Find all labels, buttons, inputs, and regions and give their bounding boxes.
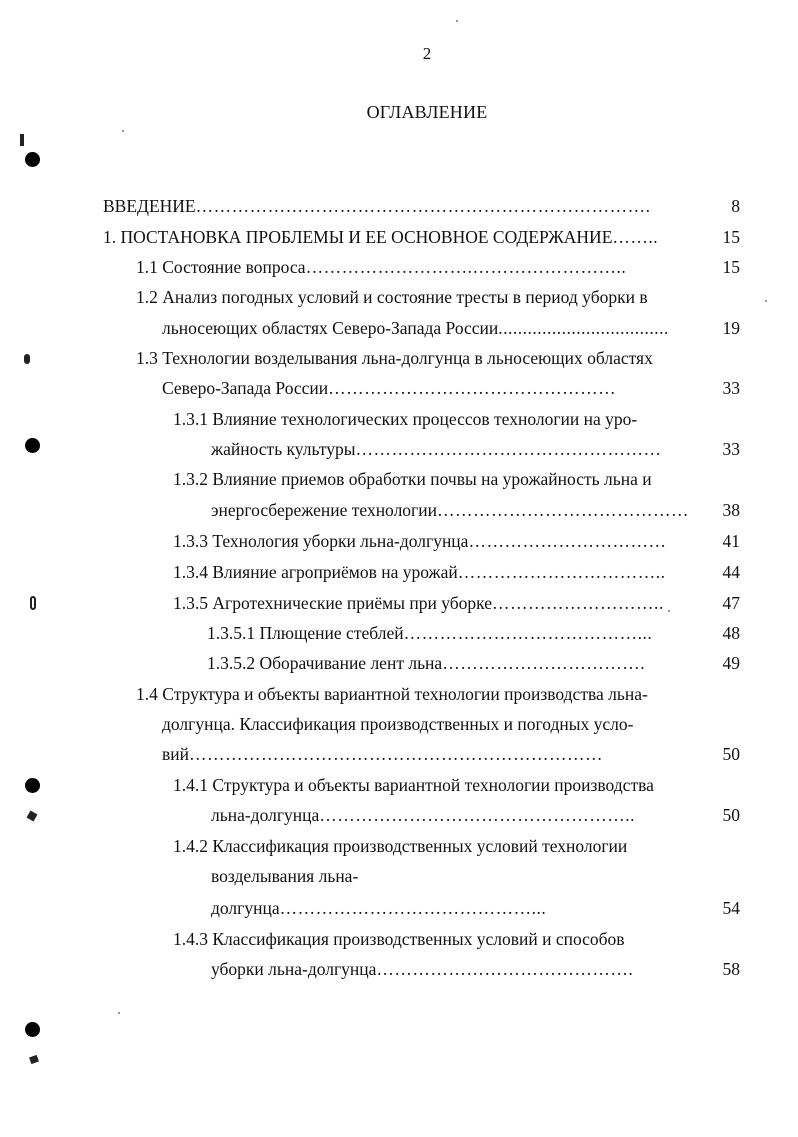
toc-entry: 1.3.5.2 Оборачивание лент льна……………………………. [207,653,646,673]
punch-hole-1 [25,152,40,167]
page-title: ОГЛАВЛЕНИЕ [366,102,488,122]
scan-mark [20,134,24,146]
scan-mark [29,1055,39,1064]
scan-speck [122,130,124,132]
toc-page: 38 [722,500,740,520]
toc-page: 15 [722,227,740,247]
toc-entry: долгунца……………………………………... [211,898,547,918]
scan-mark [27,811,38,822]
toc-entry: долгунца. Классификация производственных и погодных усло- [162,714,634,734]
toc-entry: 1.4 Структура и объекты вариантной технологии производства льна- [136,684,648,704]
toc-page: 47 [722,593,740,613]
toc-entry: 1.3.5.1 Плющение стеблей…………………………………... [207,623,653,643]
toc-page: 58 [722,959,740,979]
toc-entry: льносеющих областях Северо-Запада России................................... [162,318,669,338]
toc-page: 50 [722,744,740,764]
scan-mark [24,354,30,364]
toc-entry: льна-долгунца…………………………………………….. [211,805,636,825]
toc-page: 33 [722,378,740,398]
punch-hole-3 [25,778,40,793]
toc-page: 54 [722,898,740,918]
toc-entry: уборки льна-долгунца……………………………………. [211,959,634,979]
toc-entry: 1. ПОСТАНОВКА ПРОБЛЕМЫ И ЕЕ ОСНОВНОЕ СОДЕРЖАНИЕ…….. [103,227,659,247]
toc-entry: 1.4.1 Структура и объекты вариантной технологии производства [173,775,654,795]
toc-entry: возделывания льна- [211,866,359,886]
toc-entry: 1.1 Состояние вопроса……………………….…………………….. [136,257,627,277]
toc-page: 15 [722,257,740,277]
toc-entry: 1.3.5 Агротехнические приёмы при уборке……………………….. [173,593,664,613]
toc-entry: вий…………………………………………………………… [162,744,603,764]
toc-entry: ВВЕДЕНИЕ…………………………………………………………………. [103,196,651,216]
toc-page: 50 [722,805,740,825]
scan-speck [118,1012,120,1014]
toc-page: 44 [722,562,740,582]
scan-speck [765,300,767,302]
toc-entry: жайность культуры…………………………………………… [211,439,662,459]
toc-entry: энергосбережение технологии…………………………………… [211,500,689,520]
toc-entry: 1.3.2 Влияние приемов обработки почвы на урожайность льна и [173,469,652,489]
toc-entry: 1.3.1 Влияние технологических процессов технологии на уро- [173,409,638,429]
toc-page: 48 [722,623,740,643]
toc-entry: 1.3.4 Влияние агроприёмов на урожай…………………………….. [173,562,666,582]
scan-speck [456,20,458,22]
scan-speck [668,610,670,612]
toc-page: 41 [722,531,740,551]
toc-entry: 1.4.3 Классификация производственных условий и способов [173,929,625,949]
toc-page: 8 [731,196,740,216]
toc-page: 19 [722,318,740,338]
toc-page: 33 [722,439,740,459]
scan-mark [30,596,36,610]
punch-hole-2 [25,438,40,453]
toc-entry: 1.3.3 Технология уборки льна-долгунца…………………………… [173,531,667,551]
toc-entry: Северо-Запада России………………………………………… [162,378,617,398]
punch-hole-4 [25,1022,40,1037]
toc-entry: 1.3 Технологии возделывания льна-долгунца в льносеющих областях [136,348,653,368]
toc-entry: 1.2 Анализ погодных условий и состояние тресты в период уборки в [136,287,648,307]
page-number: 2 [422,44,432,63]
toc-page: 49 [722,653,740,673]
toc-entry: 1.4.2 Классификация производственных условий технологии [173,836,628,856]
